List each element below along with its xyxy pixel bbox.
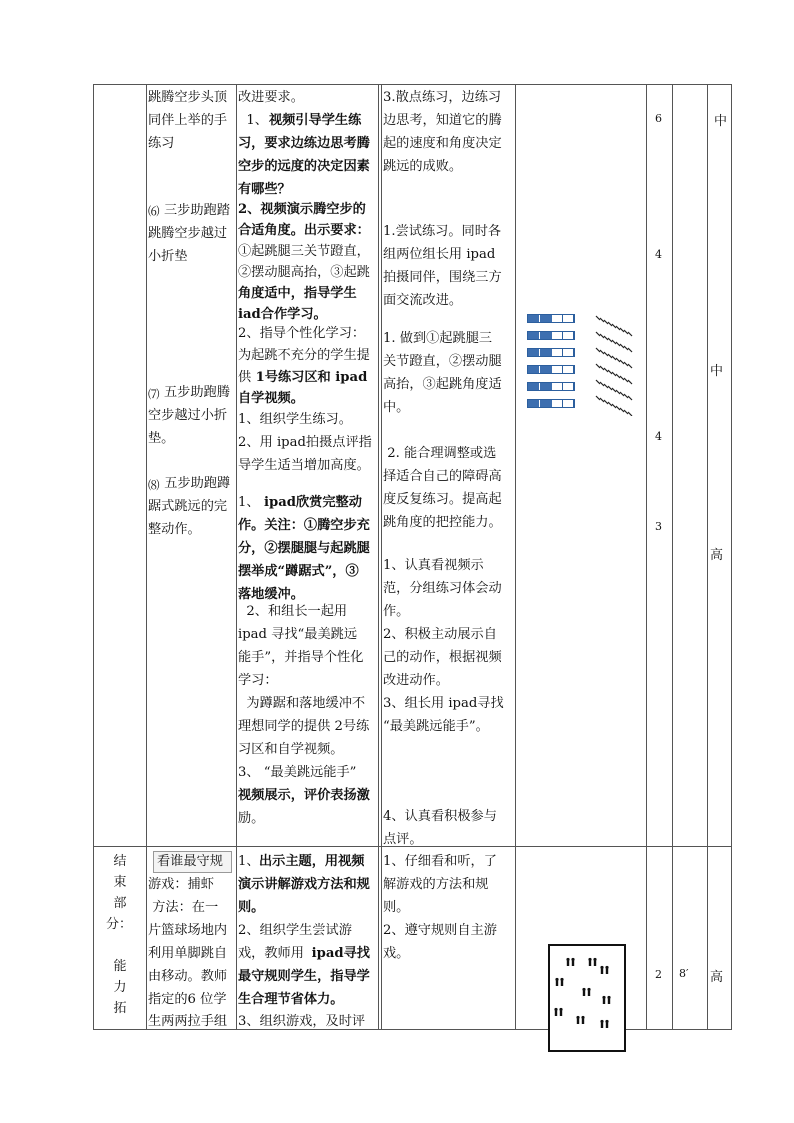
teacher-text: 摆举成“蹲踞式”，③ [238,564,359,579]
student-group-icon [592,314,638,416]
exercise-text: 五步助跑腾 [164,385,230,400]
exercise-number-7: ⑺ [148,387,160,401]
exercise-text: 空步越过小折 [148,408,228,423]
teacher-text: ipad寻找 [307,946,370,961]
game-text: 片篮球场地内 [148,923,228,938]
time-value: 8′ [679,967,689,980]
game-text: 方法：在一 [148,900,219,915]
teacher-text: 习，要求边练边思考腾 [238,136,370,151]
col-line-8 [731,84,732,1029]
teacher-text: 学习： [238,673,278,688]
teacher-text: 2、组织学生尝试游 [238,923,352,938]
intensity-level: 高 [710,548,724,563]
teacher-text: 视频展示，评价表扬激 [238,788,370,803]
teacher-text: 能手”，并指导个性化 [238,650,364,665]
teacher-text: 1、 [238,113,268,128]
teacher-text: 合适角度。出示要求： [238,223,370,238]
teacher-text: 2、和组长一起用 [238,604,348,619]
mat-bar-icon [527,331,575,340]
exercise-text: 跳腾空步越过 [148,226,228,241]
teacher-text: 习区和自学视频。 [238,742,344,757]
student-text: “最美跳远能手”。 [383,719,489,734]
col-line-4 [515,84,516,1029]
game-field-diagram [548,944,626,1052]
game-text: 利用单脚跳自 [148,946,228,961]
student-text: 中。 [383,400,410,415]
teacher-text: 2、用 ipad拍摄点评指 [238,435,372,450]
student-text: 己的动作，根据视频 [383,650,502,665]
exercise-text: 跳腾空步头顶 [148,90,228,105]
game-text: 由移动。教师 [148,969,228,984]
exercise-text: 踞式跳远的完 [148,499,228,514]
section-label-char: 结 [113,854,127,869]
student-text: 度反复练习。提高起 [383,492,502,507]
section-label-char: 束 [113,875,127,890]
student-text: 则。 [383,900,410,915]
student-text: 面交流改进。 [383,293,463,308]
col-line-5 [646,84,647,1029]
student-text: 范，分组练习体会动 [383,581,502,596]
teacher-text: 最守规则学生，指导学 [238,969,370,984]
col-line-2 [236,84,237,1029]
student-text: 1.尝试练习。同时各 [383,224,502,239]
student-text: 解游戏的方法和规 [383,877,489,892]
teacher-text: 导学生适当增加高度。 [238,458,370,473]
count-value: 4 [655,430,662,443]
col-line-6 [672,84,673,1029]
mat-bar-icon [527,399,575,408]
teacher-text: 1号练习区和 ipad [251,370,368,385]
teacher-text: 1、 [238,495,260,510]
student-text: 改进动作。 [383,673,449,688]
student-text: 起的速度和角度决定 [383,136,502,151]
teacher-text: 作。关注：①腾空步充 [238,518,370,533]
student-text: 戏。 [383,946,410,961]
student-text: 1. 做到①起跳腿三 [383,331,493,346]
exercise-text: 同伴上举的手 [148,113,228,128]
student-text: 关节蹬直，②摆动腿 [383,354,502,369]
student-text: 跳角度的把控能力。 [383,515,502,530]
mat-bar-icon [527,365,575,374]
teacher-text: 为起跳不充分的学生提 [238,348,370,363]
count-value: 4 [655,248,662,261]
student-text: 跳远的成败。 [383,159,463,174]
teacher-text: 为蹲踞和落地缓冲不 [238,696,366,711]
teacher-text: 空步的远度的决定因素 [238,159,370,174]
student-text: 3.散点练习，边练习 [383,90,502,105]
col-line-3b [381,84,382,1029]
student-text: 3、组长用 ipad寻找 [383,696,504,711]
teacher-text: 演示讲解游戏方法和规 [238,877,370,892]
teacher-text: 励。 [238,811,265,826]
mat-bar-icon [527,314,575,323]
col-line-7 [707,84,708,1029]
teacher-text: 落地缓冲。 [238,587,304,602]
teacher-text: 出示主题，用视频 [259,854,365,869]
game-text: 生两两拉手组 [148,1014,228,1029]
section-label-char: 力 [113,980,127,995]
exercise-text: 整动作。 [148,522,201,537]
count-value: 3 [655,520,662,533]
student-text: 组两位组长用 ipad [383,247,496,262]
teacher-text: 3、组织游戏，及时评 [238,1014,366,1029]
teacher-text: ②摆动腿高抬，③起跳 [238,265,370,280]
player-icon [550,946,624,1050]
teacher-text: 2、视频演示腾空步的 [238,202,366,217]
teacher-text: 3、 “最美跳远能手” [238,765,357,780]
game-text: 游戏：捕虾 [148,877,214,892]
section-label-char: 部 [113,896,127,911]
teacher-text: iad合作学习。 [238,307,327,322]
intensity-level: 中 [714,114,728,129]
exercise-text: 练习 [148,136,175,151]
teacher-text: 2、指导个性化学习： [238,326,366,341]
teacher-text: 角度适中，指导学生 [238,286,357,301]
teacher-text: 有哪些？ [238,182,291,197]
student-text: 1、仔细看和听，了 [383,854,497,869]
student-text: 点评。 [383,832,423,847]
teacher-text: 1、组织学生练习。 [238,412,352,427]
teacher-text: 改进要求。 [238,90,304,105]
teacher-text: 生合理节省体力。 [238,992,344,1007]
intensity-level: 高 [710,970,724,985]
teacher-text: 1、 [238,854,260,869]
student-text: 高抬，③起跳角度适 [383,377,502,392]
intensity-level: 中 [710,364,724,379]
student-text: 4、认真看积极参与 [383,809,497,824]
student-text: 1、认真看视频示 [383,558,484,573]
table-top-border [93,84,732,85]
student-text: 择适合自己的障碍高 [383,469,502,484]
count-value: 6 [655,112,662,125]
teacher-text: ipad欣赏完整动 [264,495,362,510]
game-title: 看谁最守规 [157,854,223,869]
exercise-number-6: ⑹ [148,204,160,218]
exercise-number-8: ⑻ [148,478,160,492]
teacher-text: 则。 [238,900,265,915]
teacher-text: ①起跳腿三关节蹬直， [238,244,370,259]
col-line-0 [93,84,94,1029]
exercise-text: 三步助跑踏 [164,203,230,218]
game-text: 指定的6 位学 [148,992,227,1007]
teacher-text: 视频引导学生练 [269,113,362,128]
exercise-text: 小折垫 [148,249,188,264]
teacher-text: 分，②摆腿腿与起跳腿 [238,541,370,556]
teacher-text: ipad 寻找“最美跳远 [238,627,358,642]
col-line-3a [378,84,379,1029]
col-line-1 [146,84,147,1029]
section-label-char: 分： [106,917,133,932]
mat-bar-icon [527,348,575,357]
student-text: 2. 能合理调整或选 [383,446,497,461]
teacher-text: 供 [238,370,252,385]
exercise-text: 五步助跑蹲 [160,476,231,491]
student-text: 作。 [383,604,410,619]
student-text: 2、积极主动展示自 [383,627,497,642]
teacher-text: 戏，教师用 [238,946,304,961]
mat-bar-icon [527,382,575,391]
section-label-char: 能 [113,959,127,974]
section-label-char: 拓 [113,1001,127,1016]
teacher-text: 自学视频。 [238,391,304,406]
exercise-text: 垫。 [148,431,175,446]
count-value: 2 [655,968,662,981]
student-text: 拍摄同伴，围绕三方 [383,270,502,285]
student-text: 2、遵守规则自主游 [383,923,497,938]
teacher-text: 理想同学的提供 2号练 [238,719,370,734]
student-text: 边思考，知道它的腾 [383,113,502,128]
